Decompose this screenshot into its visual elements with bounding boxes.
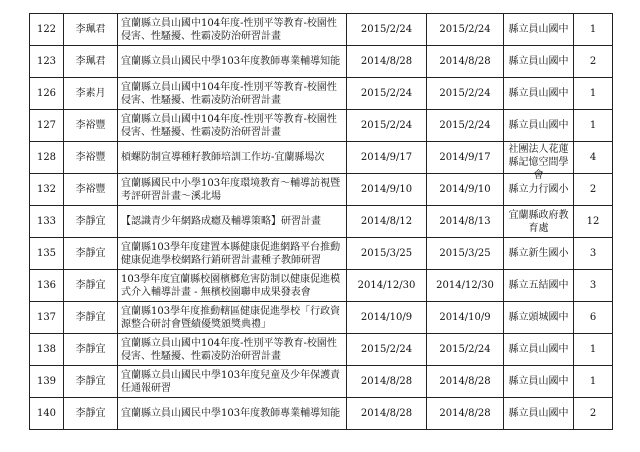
organizer-text: 縣立力行國小 — [508, 184, 569, 195]
table-row — [30, 238, 613, 270]
organizer-text: 縣立員山國中 — [508, 408, 569, 419]
organizer-cell — [504, 334, 574, 366]
organizer-text: 縣立新生國小 — [508, 248, 569, 259]
start-date-cell: 2014/9/17 — [347, 142, 427, 174]
organizer-text: 縣立五結國中 — [508, 280, 569, 291]
organizer-cell — [504, 14, 574, 46]
end-date-cell: 2015/2/24 — [427, 110, 504, 142]
hours-cell: 1 — [574, 334, 613, 366]
table-row — [30, 110, 613, 142]
organizer-text: 縣立員山國中 — [508, 56, 569, 67]
table-row — [30, 46, 613, 78]
course-title-cell: 宜蘭縣立員山國民中學103年度教師專業輔導知能 — [118, 46, 347, 78]
table-row — [30, 270, 613, 302]
organizer-text: 縣立員山國中 — [508, 24, 569, 35]
table-body — [30, 14, 613, 430]
organizer-text: 縣立員山國中 — [508, 344, 569, 355]
table-row — [30, 174, 613, 206]
record-number-cell: 139 — [30, 366, 64, 398]
training-records-table — [29, 13, 613, 430]
table-row — [30, 334, 613, 366]
table-row — [30, 142, 613, 174]
start-date-cell: 2014/9/10 — [347, 174, 427, 206]
end-date-cell: 2014/8/28 — [427, 398, 504, 430]
start-date-cell: 2015/3/25 — [347, 238, 427, 270]
participant-name-cell: 李靜宜 — [64, 398, 118, 430]
hours-cell: 12 — [574, 206, 613, 238]
course-title-cell: 【認識青少年網路成癮及輔導策略】研習計畫 — [118, 206, 347, 238]
end-date-cell: 2015/3/25 — [427, 238, 504, 270]
end-date-cell: 2014/10/9 — [427, 302, 504, 334]
end-date-cell: 2014/8/13 — [427, 206, 504, 238]
record-number-cell: 137 — [30, 302, 64, 334]
participant-name-cell: 李靜宜 — [64, 366, 118, 398]
hours-cell: 1 — [574, 366, 613, 398]
start-date-cell: 2014/10/9 — [347, 302, 427, 334]
organizer-cell — [504, 366, 574, 398]
end-date-cell: 2014/9/17 — [427, 142, 504, 174]
table-row — [30, 398, 613, 430]
course-title-cell: 宜蘭縣103學年度建置本縣健康促進網路平台推動健康促進學校網路行銷研習計畫種子教師研習 — [118, 238, 347, 270]
participant-name-cell: 李靜宜 — [64, 270, 118, 302]
table-row — [30, 14, 613, 46]
course-title-cell: 103學年度宜蘭縣校園檳榔危害防制以健康促進模式介入輔導計畫 - 無檳校園聯申成果發表會 — [118, 270, 347, 302]
course-title-cell: 宜蘭縣立員山國中104年度-性別平等教育-校園性侵害、性騷擾、性霸凌防治研習計畫 — [118, 110, 347, 142]
hours-cell: 1 — [574, 78, 613, 110]
organizer-cell — [504, 206, 574, 238]
record-number-cell: 138 — [30, 334, 64, 366]
table-row — [30, 302, 613, 334]
participant-name-cell: 李靜宜 — [64, 302, 118, 334]
participant-name-cell: 李裕豐 — [64, 142, 118, 174]
course-title-cell: 宜蘭縣立員山國中104年度-性別平等教育-校園性侵害、性騷擾、性霸凌防治研習計畫 — [118, 14, 347, 46]
course-title-cell: 宜蘭縣立員山國中104年度-性別平等教育-校園性侵害、性騷擾、性霸凌防治研習計畫 — [118, 334, 347, 366]
start-date-cell: 2014/12/30 — [347, 270, 427, 302]
start-date-cell: 2015/2/24 — [347, 334, 427, 366]
hours-cell: 6 — [574, 302, 613, 334]
training-records-sheet — [29, 13, 613, 430]
course-title-cell: 宜蘭縣103學年度推動轄區健康促進學校「行政資源整合研討會暨績優獎頒獎典禮」 — [118, 302, 347, 334]
course-title-cell: 槓螺防制宣導種籽教師培訓工作坊-宜蘭縣場次 — [118, 142, 347, 174]
start-date-cell: 2015/2/24 — [347, 78, 427, 110]
organizer-text: 縣立員山國中 — [508, 88, 569, 99]
organizer-cell — [504, 302, 574, 334]
start-date-cell: 2015/2/24 — [347, 110, 427, 142]
start-date-cell: 2014/8/28 — [347, 398, 427, 430]
organizer-cell — [504, 270, 574, 302]
table-row — [30, 78, 613, 110]
record-number-cell: 126 — [30, 78, 64, 110]
organizer-text: 宜蘭縣政府教育處 — [508, 209, 569, 234]
hours-cell: 1 — [574, 110, 613, 142]
participant-name-cell: 李靜宜 — [64, 206, 118, 238]
end-date-cell: 2014/8/28 — [427, 366, 504, 398]
course-title-cell: 宜蘭縣國民中小學103年度環境教育～輔導訪視暨考評研習計畫～溪北場 — [118, 174, 347, 206]
organizer-cell — [504, 398, 574, 430]
organizer-cell — [504, 46, 574, 78]
organizer-text: 縣立頭城國中 — [508, 312, 569, 323]
participant-name-cell: 李珮君 — [64, 14, 118, 46]
hours-cell: 3 — [574, 270, 613, 302]
participant-name-cell: 李珮君 — [64, 46, 118, 78]
end-date-cell: 2014/12/30 — [427, 270, 504, 302]
participant-name-cell: 李靜宜 — [64, 334, 118, 366]
record-number-cell: 123 — [30, 46, 64, 78]
hours-cell: 3 — [574, 238, 613, 270]
participant-name-cell: 李裕豐 — [64, 110, 118, 142]
table-row — [30, 206, 613, 238]
start-date-cell: 2015/2/24 — [347, 14, 427, 46]
organizer-cell — [504, 110, 574, 142]
hours-cell: 2 — [574, 46, 613, 78]
record-number-cell: 135 — [30, 238, 64, 270]
course-title-cell: 宜蘭縣立員山國中104年度-性別平等教育-校園性侵害、性騷擾、性霸凌防治研習計畫 — [118, 78, 347, 110]
table-row — [30, 366, 613, 398]
organizer-text: 社團法人花蓮縣記憶空間學會 — [508, 143, 569, 181]
record-number-cell: 122 — [30, 14, 64, 46]
end-date-cell: 2015/2/24 — [427, 334, 504, 366]
start-date-cell: 2014/8/28 — [347, 46, 427, 78]
record-number-cell: 133 — [30, 206, 64, 238]
start-date-cell: 2014/8/28 — [347, 366, 427, 398]
participant-name-cell: 李素月 — [64, 78, 118, 110]
participant-name-cell: 李靜宜 — [64, 238, 118, 270]
organizer-cell — [504, 142, 574, 181]
record-number-cell: 128 — [30, 142, 64, 174]
end-date-cell: 2014/9/10 — [427, 174, 504, 206]
end-date-cell: 2015/2/24 — [427, 14, 504, 46]
course-title-cell: 宜蘭縣立員山國民中學103年度教師專業輔導知能 — [118, 398, 347, 430]
organizer-text: 縣立員山國中 — [508, 120, 569, 131]
record-number-cell: 140 — [30, 398, 64, 430]
course-title-cell: 宜蘭縣立員山國民中學103年度兒童及少年保護責任通報研習 — [118, 366, 347, 398]
organizer-cell — [504, 78, 574, 110]
hours-cell: 4 — [574, 142, 613, 174]
organizer-cell — [504, 238, 574, 270]
start-date-cell: 2014/8/12 — [347, 206, 427, 238]
organizer-text: 縣立員山國中 — [508, 376, 569, 387]
hours-cell: 2 — [574, 174, 613, 206]
record-number-cell: 132 — [30, 174, 64, 206]
end-date-cell: 2015/2/24 — [427, 78, 504, 110]
participant-name-cell: 李裕豐 — [64, 174, 118, 206]
end-date-cell: 2014/8/28 — [427, 46, 504, 78]
record-number-cell: 136 — [30, 270, 64, 302]
record-number-cell: 127 — [30, 110, 64, 142]
hours-cell: 2 — [574, 398, 613, 430]
hours-cell: 1 — [574, 14, 613, 46]
